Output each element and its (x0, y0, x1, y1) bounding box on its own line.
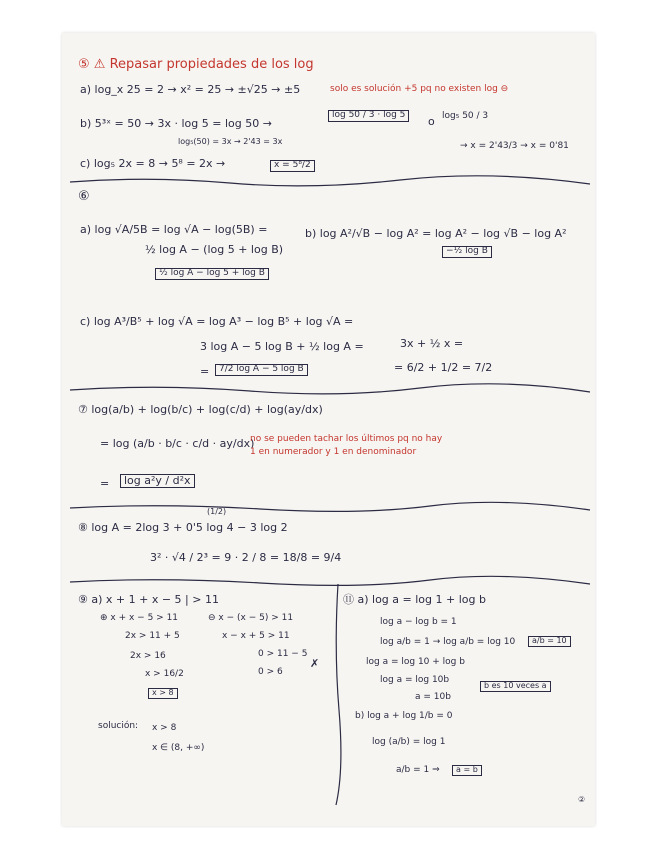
s5-a-equation: a) log_x 25 = 2 → x² = 25 → ±√25 → ±5 (80, 83, 301, 96)
s7-eq-sign: = (100, 477, 110, 490)
s7-header: ⑦ log(a/b) + log(b/c) + log(c/d) + log(ay/dx) (78, 403, 323, 416)
s5-b-line2: log₅(50) = 3x → 2'43 = 3x (178, 137, 283, 146)
s9-plus-step3: x > 16/2 (145, 669, 184, 679)
s8-line2: 3² · √4 / 2³ = 9 · 2 / 8 = 18/8 = 9/4 (150, 551, 342, 564)
s11-line2-box: a/b = 10 (528, 636, 571, 647)
s5-b-alt: log₅ 50 / 3 (442, 111, 489, 121)
s11-b-line2: a/b = 1 ⇒ (396, 765, 440, 775)
s9-solution-1: x > 8 (152, 723, 177, 733)
s7-note2: 1 en numerador y 1 en denominador (250, 447, 417, 457)
s6-c-equation: c) log A³/B⁵ + log √A = log A³ − log B⁵ + log √A = (80, 315, 354, 328)
s7-note: no se pueden tachar los últimos pq no hay (250, 434, 443, 444)
s8-header: ⑧ log A = 2log 3 + 0'5 log 4 − 3 log 2 (78, 521, 288, 534)
s11-line5-box: b es 10 veces a (480, 681, 551, 692)
column-divider (336, 584, 341, 805)
s7-box: log a²y / d²x (120, 474, 195, 488)
s6-header: ⑥ (78, 189, 90, 204)
s9-solution-label: solución: (98, 721, 139, 731)
s6-b-equation: b) log A²/√B − log A² = log A² − log √B − log A² (305, 227, 567, 240)
s5-b-or: o (428, 115, 435, 128)
s6-c-eq-sign: = (200, 365, 210, 378)
page-number: ② (578, 795, 586, 804)
s5-b-equation: b) 5³ˣ = 50 → 3x · log 5 = log 50 → (80, 117, 272, 130)
s9-plus-title: ⊕ x + x − 5 > 11 (100, 613, 179, 623)
s9-header: ⑨ a) x + 1 + x − 5 | > 11 (78, 593, 219, 606)
s6-a-line2: ½ log A − (log 5 + log B) (145, 243, 284, 256)
s11-line5: a = 10b (415, 692, 451, 702)
divider-after-5 (70, 176, 590, 186)
s11-line3: log a = log 10 + log b (366, 657, 465, 667)
divider-after-8 (70, 576, 590, 585)
s11-line2: log a/b = 1 → log a/b = log 10 (380, 637, 516, 647)
s11-b-box: a = b (452, 765, 482, 776)
s11-b-equation: b) log a + log 1/b = 0 (355, 711, 453, 721)
s9-minus-cross-icon: ✗ (310, 657, 320, 670)
s6-a-equation: a) log √A/5B = log √A − log(5B) = (80, 223, 268, 236)
s5-header: ⑤ ⚠ Repasar propiedades de los log (78, 57, 314, 72)
s6-c-box: 7/2 log A − 5 log B (215, 364, 308, 376)
s6-c-side1: 3x + ½ x = (400, 337, 464, 350)
s5-b-result: → x = 2'43/3 → x = 0'81 (460, 141, 569, 151)
s9-minus-step1: x − x + 5 > 11 (222, 631, 290, 641)
s6-c-side2: = 6/2 + 1/2 = 7/2 (394, 361, 493, 374)
s5-a-note: solo es solución +5 pq no existen log ⊖ (330, 84, 509, 94)
s11-header: ⑪ a) log a = log 1 + log b (343, 593, 486, 606)
s9-plus-step1: 2x > 11 + 5 (125, 631, 180, 641)
divider-after-6 (70, 384, 590, 394)
s9-plus-box: x > 8 (148, 688, 178, 699)
s9-minus-step3: 0 > 6 (258, 667, 283, 677)
s6-a-box: ½ log A − log 5 + log B (155, 268, 269, 280)
s11-line1: log a − log b = 1 (380, 617, 457, 627)
s5-c-equation: c) log₅ 2x = 8 → 5⁸ = 2x → (80, 157, 226, 170)
s8-sup: (1/2) (207, 507, 227, 516)
s6-c-line2: 3 log A − 5 log B + ½ log A = (200, 340, 364, 353)
divider-after-7 (70, 502, 590, 511)
s7-line2: = log (a/b · b/c · c/d · ay/dx) (100, 437, 255, 450)
s5-b-box: log 50 / 3 · log 5 (328, 110, 409, 122)
s9-minus-title: ⊖ x − (x − 5) > 11 (208, 613, 294, 623)
s6-b-box: −½ log B (442, 246, 492, 258)
s9-plus-step2: 2x > 16 (130, 651, 166, 661)
s9-solution-2: x ∈ (8, +∞) (152, 743, 205, 753)
s5-c-box: x = 5⁸/2 (270, 160, 315, 172)
s9-minus-step2: 0 > 11 − 5 (258, 649, 308, 659)
s11-b-line1: log (a/b) = log 1 (372, 737, 446, 747)
s11-line4: log a = log 10b (380, 675, 450, 685)
